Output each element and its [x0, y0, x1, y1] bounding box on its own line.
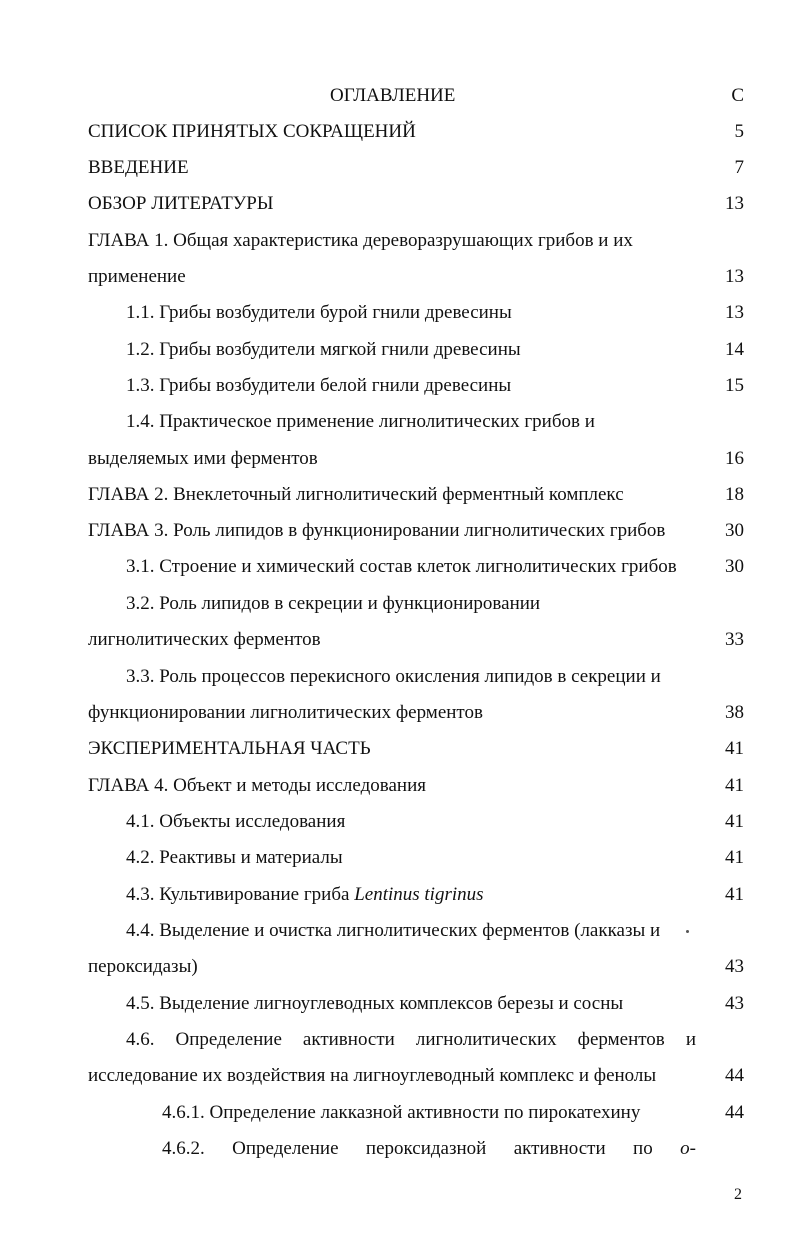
toc-entry-page: 41	[725, 811, 744, 832]
toc-entry[interactable]	[0, 444, 796, 474]
toc-entry-text: 3.2. Роль липидов в секреции и функционировании	[126, 593, 541, 614]
toc-entry-page: 41	[725, 884, 744, 905]
toc-entry-text: 4.3. Культивирование гриба Lentinus tigrinus	[126, 884, 484, 905]
toc-heading-row	[0, 81, 796, 111]
toc-entry-text: ГЛАВА 4. Объект и методы исследования	[88, 775, 426, 796]
toc-entry-text: выделяемых ими ферментов	[88, 448, 318, 469]
toc-entry[interactable]	[0, 880, 796, 910]
toc-entry[interactable]	[0, 916, 796, 946]
toc-title: ОГЛАВЛЕНИЕ	[330, 85, 456, 106]
species-name: Lentinus tigrinus	[354, 884, 484, 905]
toc-entry-page: 44	[725, 1102, 744, 1123]
toc-entry[interactable]	[0, 335, 796, 365]
toc-entry[interactable]	[0, 662, 796, 692]
toc-entry-page: 43	[725, 993, 744, 1014]
stray-mark	[686, 930, 689, 933]
toc-entry[interactable]	[0, 226, 796, 256]
toc-entry[interactable]	[0, 625, 796, 655]
toc-entry-text: ЭКСПЕРИМЕНТАЛЬНАЯ ЧАСТЬ	[88, 738, 371, 759]
toc-entry-page: 18	[725, 484, 744, 505]
toc-entry-text: 4.6. Определение активности лигнолитических ферментов и	[126, 1029, 696, 1050]
toc-entry-page: 13	[725, 266, 744, 287]
toc-entry[interactable]	[0, 1134, 796, 1164]
toc-entry-page: 13	[725, 302, 744, 323]
toc-entry[interactable]	[0, 153, 796, 183]
toc-entry[interactable]	[0, 698, 796, 728]
toc-entry-text: 3.1. Строение и химический состав клеток лигнолитических грибов	[126, 556, 677, 577]
toc-entry-page: 41	[725, 847, 744, 868]
toc-entry-page: 43	[725, 956, 744, 977]
toc-entry[interactable]	[0, 480, 796, 510]
toc-entry[interactable]	[0, 807, 796, 837]
toc-entry[interactable]	[0, 589, 796, 619]
toc-entry-text: ГЛАВА 1. Общая характеристика дереворазрушающих грибов и их	[88, 230, 633, 251]
toc-entry-text: лигнолитических ферментов	[88, 629, 321, 650]
toc-entry-page: 16	[725, 448, 744, 469]
toc-entry-text: ГЛАВА 2. Внеклеточный лигнолитический ферментный комплекс	[88, 484, 624, 505]
toc-entry-text: 1.3. Грибы возбудители белой гнили древесины	[126, 375, 512, 396]
toc-entry-text: СПИСОК ПРИНЯТЫХ СОКРАЩЕНИЙ	[88, 121, 416, 142]
page-column-header: С	[731, 85, 744, 106]
toc-entry[interactable]	[0, 1061, 796, 1091]
toc-entry[interactable]	[0, 734, 796, 764]
page-number: 2	[734, 1186, 742, 1203]
toc-entry[interactable]	[0, 298, 796, 328]
toc-entry-text: 1.2. Грибы возбудители мягкой гнили древесины	[126, 339, 521, 360]
toc-entry-text: пероксидазы)	[88, 956, 198, 977]
toc-entry[interactable]	[0, 189, 796, 219]
toc-entry[interactable]	[0, 843, 796, 873]
toc-entry-page: 41	[725, 775, 744, 796]
toc-entry[interactable]	[0, 989, 796, 1019]
toc-entry[interactable]	[0, 117, 796, 147]
toc-entry-page: 15	[725, 375, 744, 396]
toc-entry[interactable]	[0, 771, 796, 801]
toc-entry-page: 30	[725, 556, 744, 577]
toc-entry-page: 41	[725, 738, 744, 759]
toc-entry-page: 38	[725, 702, 744, 723]
toc-entry-page: 14	[725, 339, 744, 360]
toc-entry-text: 4.6.1. Определение лакказной активности по пирокатехину	[162, 1102, 641, 1123]
toc-entry-page: 30	[725, 520, 744, 541]
toc-entry[interactable]	[0, 516, 796, 546]
toc-entry-text: ГЛАВА 3. Роль липидов в функционировании лигнолитических грибов	[88, 520, 666, 541]
toc-entry-page: 13	[725, 193, 744, 214]
toc-entry-text: 1.1. Грибы возбудители бурой гнили древесины	[126, 302, 512, 323]
toc-entry[interactable]	[0, 407, 796, 437]
toc-entry-text: 4.6.2. Определение пероксидазной активности по о-	[162, 1138, 696, 1159]
toc-entry-text: 4.4. Выделение и очистка лигнолитических ферментов (лакказы и	[126, 920, 661, 941]
toc-entry-text: исследование их воздействия на лигноуглеводный комплекс и фенолы	[88, 1065, 657, 1086]
toc-entry-page: 44	[725, 1065, 744, 1086]
toc-entry-text: 1.4. Практическое применение лигнолитических грибов и	[126, 411, 595, 432]
toc-entry-page: 5	[734, 121, 744, 142]
toc-entry-text: 3.3. Роль процессов перекисного окисления липидов в секреции и	[126, 666, 661, 687]
toc-entry-text: 4.1. Объекты исследования	[126, 811, 346, 832]
toc-entry[interactable]	[0, 1098, 796, 1128]
toc-entry[interactable]	[0, 1025, 796, 1055]
toc-entry-text: ВВЕДЕНИЕ	[88, 157, 189, 178]
toc-entry-text: 4.5. Выделение лигноуглеводных комплексов березы и сосны	[126, 993, 624, 1014]
toc-entry-page: 7	[734, 157, 744, 178]
toc-entry[interactable]	[0, 371, 796, 401]
toc-entry-text: 4.2. Реактивы и материалы	[126, 847, 343, 868]
toc-entry-page: 33	[725, 629, 744, 650]
toc-entry[interactable]	[0, 952, 796, 982]
toc-entry-text: применение	[88, 266, 186, 287]
toc-entry-text: ОБЗОР ЛИТЕРАТУРЫ	[88, 193, 274, 214]
toc-entry[interactable]	[0, 262, 796, 292]
page-footer	[0, 1186, 796, 1210]
toc-entry-text: функционировании лигнолитических ферментов	[88, 702, 483, 723]
toc-entry[interactable]	[0, 552, 796, 582]
